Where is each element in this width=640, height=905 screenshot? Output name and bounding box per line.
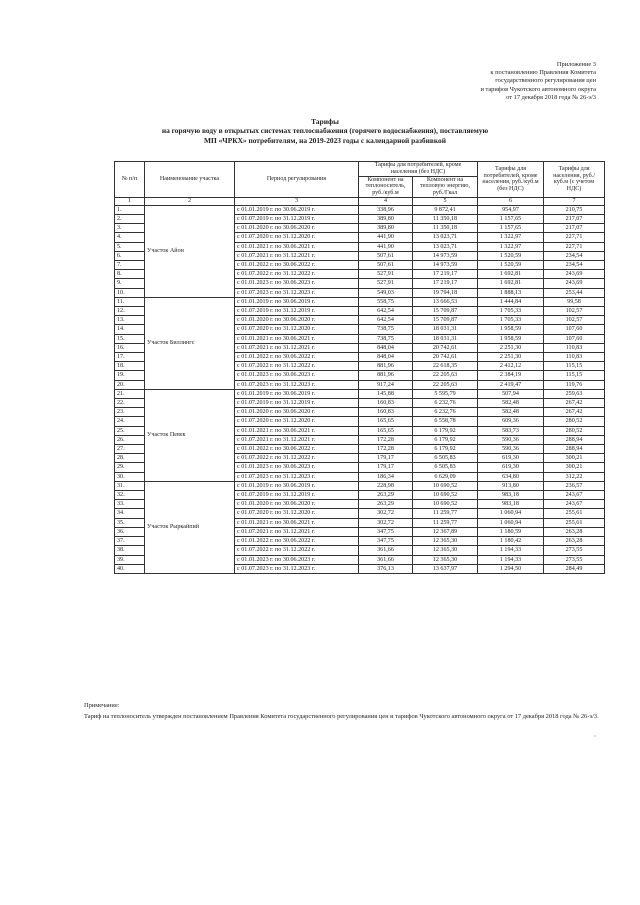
row-consumers: 582,48 — [478, 408, 544, 417]
row-energy: 6 558,78 — [413, 417, 478, 426]
row-population: 243,67 — [544, 500, 605, 509]
row-number: 23. — [115, 408, 145, 417]
appendix-line: Приложение 3 — [556, 61, 596, 68]
row-number: 21. — [115, 389, 145, 398]
row-energy: 6 232,76 — [413, 408, 478, 417]
row-period: с 01.01.2019 г. по 30.06.2019 г. — [235, 481, 359, 490]
row-energy: 11 350,18 — [413, 224, 478, 233]
site-name: Участок Биллингс — [145, 297, 235, 389]
row-period: с 01.01.2023 г. по 30.06.2023 г. — [235, 279, 359, 288]
row-population: 107,60 — [544, 325, 605, 334]
row-period: с 01.01.2022 г. по 30.06.2022 г. — [235, 353, 359, 362]
row-period: с 01.07.2020 г. по 31.12.2020 г. — [235, 233, 359, 242]
table-row — [115, 481, 605, 490]
row-population: 255,61 — [544, 518, 605, 527]
row-number: 25. — [115, 426, 145, 435]
row-energy: 17 219,17 — [413, 270, 478, 279]
row-carrier: 917,24 — [359, 380, 413, 389]
row-number: 31. — [115, 481, 145, 490]
row-period: с 01.01.2022 г. по 30.06.2022 г. — [235, 261, 359, 270]
row-period: с 01.01.2022 г. по 30.06.2022 г. — [235, 445, 359, 454]
header-site: Наименование участка — [145, 162, 235, 198]
row-carrier: 186,34 — [359, 472, 413, 481]
row-period: с 01.07.2021 г. по 31.12.2021 г. — [235, 527, 359, 536]
row-energy: 20 742,61 — [413, 343, 478, 352]
header-population: Тарифы для населения, руб./куб.м (с учетом НДС) — [544, 162, 605, 198]
row-consumers: 1 060,94 — [478, 518, 544, 527]
column-numbers-row — [115, 197, 605, 205]
row-energy: 6 179,92 — [413, 435, 478, 444]
row-consumers: 1 157,65 — [478, 214, 544, 223]
row-period: с 01.01.2020 г. по 30.06.2020 г. — [235, 408, 359, 417]
row-energy: 15 709,87 — [413, 316, 478, 325]
row-consumers: 1 520,59 — [478, 261, 544, 270]
row-population: 288,94 — [544, 435, 605, 444]
appendix-line: к постановлению Правления Комитета — [490, 69, 596, 77]
row-energy: 18 031,31 — [413, 334, 478, 343]
row-carrier: 361,66 — [359, 555, 413, 564]
row-consumers: 1 692,81 — [478, 279, 544, 288]
row-period: с 01.07.2022 г. по 31.12.2022 г. — [235, 270, 359, 279]
row-carrier: 738,75 — [359, 325, 413, 334]
row-carrier: 172,28 — [359, 445, 413, 454]
row-population: 102,57 — [544, 316, 605, 325]
row-population: 273,55 — [544, 555, 605, 564]
row-period: с 01.01.2019 г. по 30.06.2019 г. — [235, 389, 359, 398]
row-population: 210,75 — [544, 205, 605, 214]
row-number: 40. — [115, 564, 145, 573]
row-energy: 12 367,89 — [413, 527, 478, 536]
header-component-carrier: Компонент на теплоноситель, руб./куб.м — [359, 176, 413, 197]
table-body — [115, 205, 605, 573]
row-consumers: 1 705,33 — [478, 307, 544, 316]
row-consumers: 1 444,84 — [478, 297, 544, 306]
row-population: 110,83 — [544, 353, 605, 362]
row-period: с 01.01.2023 г. по 30.06.2023 г. — [235, 555, 359, 564]
row-population: 119,76 — [544, 380, 605, 389]
row-energy: 22 205,63 — [413, 371, 478, 380]
row-carrier: 507,61 — [359, 251, 413, 260]
row-population: 102,57 — [544, 307, 605, 316]
appendix-line: государственного регулирования цен — [495, 77, 596, 85]
column-number: 6 — [478, 197, 544, 205]
row-energy: 13 666,53 — [413, 297, 478, 306]
row-energy: 9 872,41 — [413, 205, 478, 214]
row-energy: 22 205,63 — [413, 380, 478, 389]
site-name: Участок Айон — [145, 205, 235, 297]
row-energy: 6 232,76 — [413, 399, 478, 408]
row-number: 28. — [115, 454, 145, 463]
row-population: 234,54 — [544, 251, 605, 260]
row-number: 34. — [115, 509, 145, 518]
row-carrier: 441,90 — [359, 242, 413, 251]
row-population: 284,49 — [544, 564, 605, 573]
table-row — [115, 297, 605, 306]
row-number: 29. — [115, 463, 145, 472]
site-name: Участок Певек — [145, 389, 235, 481]
row-period: с 01.07.2023 г. по 31.12.2023 г. — [235, 472, 359, 481]
row-period: с 01.07.2019 г. по 31.12.2019 г. — [235, 491, 359, 500]
row-consumers: 1 322,97 — [478, 242, 544, 251]
header-group: Тарифы для потребителей, кроме населения (без НДС) — [359, 162, 478, 177]
header-num: № п/п — [115, 162, 145, 198]
row-population: 300,21 — [544, 463, 605, 472]
row-energy: 6 629,09 — [413, 472, 478, 481]
row-consumers: 1 060,94 — [478, 509, 544, 518]
row-consumers: 619,30 — [478, 454, 544, 463]
row-number: 36. — [115, 527, 145, 536]
row-carrier: 389,80 — [359, 224, 413, 233]
row-energy: 22 618,35 — [413, 362, 478, 371]
row-population: 243,69 — [544, 270, 605, 279]
row-energy: 14 973,59 — [413, 251, 478, 260]
row-period: с 01.01.2019 г. по 30.06.2019 г. — [235, 205, 359, 214]
row-number: 26. — [115, 435, 145, 444]
row-energy: 14 973,59 — [413, 261, 478, 270]
row-carrier: 160,83 — [359, 408, 413, 417]
row-energy: 11 259,77 — [413, 509, 478, 518]
row-carrier: 558,75 — [359, 297, 413, 306]
row-carrier: 179,17 — [359, 454, 413, 463]
row-population: 259,63 — [544, 389, 605, 398]
title-line: МП «ЧРКХ» потребителям, на 2019-2023 годы с календарной разбивкой — [204, 135, 446, 145]
row-population: 107,60 — [544, 334, 605, 343]
row-number: 14. — [115, 325, 145, 334]
row-period: с 01.07.2022 г. по 31.12.2022 г. — [235, 454, 359, 463]
row-number: 24. — [115, 417, 145, 426]
row-population: 267,42 — [544, 399, 605, 408]
row-carrier: 361,66 — [359, 546, 413, 555]
row-population: 234,54 — [544, 261, 605, 270]
row-carrier: 302,72 — [359, 509, 413, 518]
row-population: 243,69 — [544, 279, 605, 288]
row-energy: 17 219,17 — [413, 279, 478, 288]
row-carrier: 347,75 — [359, 537, 413, 546]
row-period: с 01.01.2021 г. по 30.06.2021 г. — [235, 426, 359, 435]
row-number: 38. — [115, 546, 145, 555]
row-number: 22. — [115, 399, 145, 408]
row-consumers: 1 322,97 — [478, 233, 544, 242]
row-population: 243,67 — [544, 491, 605, 500]
row-energy: 10 690,52 — [413, 500, 478, 509]
row-energy: 10 690,52 — [413, 491, 478, 500]
row-energy: 12 365,30 — [413, 546, 478, 555]
row-consumers: 1 958,59 — [478, 334, 544, 343]
row-energy: 11 259,77 — [413, 518, 478, 527]
row-number: 19. — [115, 371, 145, 380]
row-number: 1. — [115, 205, 145, 214]
row-carrier: 347,75 — [359, 527, 413, 536]
row-consumers: 507,94 — [478, 389, 544, 398]
row-number: 13. — [115, 316, 145, 325]
row-consumers: 590,36 — [478, 445, 544, 454]
row-carrier: 441,90 — [359, 233, 413, 242]
row-energy: 13 023,71 — [413, 233, 478, 242]
row-population: 227,71 — [544, 233, 605, 242]
row-period: с 01.01.2021 г. по 30.06.2021 г. — [235, 334, 359, 343]
row-consumers: 913,80 — [478, 481, 544, 490]
row-number: 18. — [115, 362, 145, 371]
row-number: 7. — [115, 261, 145, 270]
row-population: 273,55 — [544, 546, 605, 555]
row-carrier: 228,98 — [359, 481, 413, 490]
row-consumers: 2 251,30 — [478, 353, 544, 362]
row-energy: 15 709,87 — [413, 307, 478, 316]
row-carrier: 179,17 — [359, 463, 413, 472]
row-population: 288,94 — [544, 445, 605, 454]
column-number: 1 — [115, 197, 145, 205]
page-mark: " — [594, 736, 597, 741]
row-carrier: 527,91 — [359, 270, 413, 279]
row-population: 236,57 — [544, 481, 605, 490]
row-number: 20. — [115, 380, 145, 389]
note-text: Тариф на теплоноситель утвержден постановлением Правления Комитета государственного регулирования цен и тарифов Чукотского автономного округа от 17 декабря 2018 года № 26-э/3. — [84, 713, 599, 720]
row-consumers: 1 692,81 — [478, 270, 544, 279]
row-energy: 5 595,79 — [413, 389, 478, 398]
column-number: 7 — [544, 197, 605, 205]
row-consumers: 1 194,33 — [478, 546, 544, 555]
row-number: 6. — [115, 251, 145, 260]
row-carrier: 389,80 — [359, 214, 413, 223]
row-energy: 11 350,18 — [413, 214, 478, 223]
row-period: с 01.07.2023 г. по 31.12.2023 г. — [235, 380, 359, 389]
row-consumers: 2 251,30 — [478, 343, 544, 352]
row-period: с 01.07.2021 г. по 31.12.2021 г. — [235, 435, 359, 444]
row-energy: 6 179,92 — [413, 426, 478, 435]
row-number: 12. — [115, 307, 145, 316]
row-period: с 01.01.2022 г. по 30.06.2022 г. — [235, 537, 359, 546]
row-population: 115,15 — [544, 362, 605, 371]
row-number: 17. — [115, 353, 145, 362]
row-population: 99,58 — [544, 297, 605, 306]
row-population: 263,28 — [544, 537, 605, 546]
row-number: 15. — [115, 334, 145, 343]
row-consumers: 590,36 — [478, 435, 544, 444]
row-period: с 01.01.2021 г. по 30.06.2021 г. — [235, 518, 359, 527]
row-energy: 13 023,71 — [413, 242, 478, 251]
appendix-line: и тарифов Чукотского автономного округа — [480, 85, 596, 93]
row-number: 3. — [115, 224, 145, 233]
row-consumers: 1 157,65 — [478, 224, 544, 233]
row-period: с 01.07.2019 г. по 31.12.2019 г. — [235, 214, 359, 223]
row-number: 4. — [115, 233, 145, 242]
row-consumers: 619,30 — [478, 463, 544, 472]
row-consumers: 1 194,33 — [478, 555, 544, 564]
table-row — [115, 205, 605, 214]
row-period: с 01.01.2019 г. по 30.06.2019 г. — [235, 297, 359, 306]
row-consumers: 634,80 — [478, 472, 544, 481]
tariff-table — [114, 161, 605, 574]
table-row — [115, 389, 605, 398]
row-carrier: 527,91 — [359, 279, 413, 288]
header-period: Период регулирования — [235, 162, 359, 198]
row-population: 217,07 — [544, 214, 605, 223]
row-number: 8. — [115, 270, 145, 279]
row-carrier: 738,75 — [359, 334, 413, 343]
row-period: с 01.07.2019 г. по 31.12.2019 г. — [235, 307, 359, 316]
row-period: с 01.01.2020 г. по 30.06.2020 г. — [235, 316, 359, 325]
row-period: с 01.07.2020 г. по 31.12.2020 г. — [235, 325, 359, 334]
row-population: 115,15 — [544, 371, 605, 380]
row-carrier: 172,28 — [359, 435, 413, 444]
row-population: 110,83 — [544, 343, 605, 352]
row-carrier: 165,65 — [359, 426, 413, 435]
appendix-line: от 17 декабря 2018 года № 26-э/3 — [506, 93, 596, 101]
row-energy: 6 179,92 — [413, 445, 478, 454]
row-carrier: 376,13 — [359, 564, 413, 573]
row-number: 37. — [115, 537, 145, 546]
row-period: с 01.07.2020 г. по 31.12.2020 г. — [235, 509, 359, 518]
row-population: 280,52 — [544, 417, 605, 426]
row-consumers: 1 705,33 — [478, 316, 544, 325]
row-period: с 01.07.2023 г. по 31.12.2023 г. — [235, 288, 359, 297]
row-population: 253,44 — [544, 288, 605, 297]
row-number: 9. — [115, 279, 145, 288]
appendix-header — [376, 61, 596, 102]
row-consumers: 2 419,47 — [478, 380, 544, 389]
row-energy: 6 505,83 — [413, 463, 478, 472]
row-number: 32. — [115, 491, 145, 500]
row-population: 263,28 — [544, 527, 605, 536]
site-name: Участок Рыркайпий — [145, 481, 235, 573]
row-consumers: 1 958,59 — [478, 325, 544, 334]
document-title — [90, 117, 560, 145]
row-energy: 20 742,61 — [413, 353, 478, 362]
row-carrier: 549,03 — [359, 288, 413, 297]
row-consumers: 954,97 — [478, 205, 544, 214]
row-period: с 01.07.2019 г. по 31.12.2019 г. — [235, 399, 359, 408]
row-population: 217,07 — [544, 224, 605, 233]
row-number: 5. — [115, 242, 145, 251]
row-consumers: 983,18 — [478, 491, 544, 500]
title-line: на горячую воду в открытых системах теплоснабжения (горячего водоснабжения), поставляемую — [161, 126, 489, 136]
row-period: с 01.07.2022 г. по 31.12.2022 г. — [235, 546, 359, 555]
header-consumers: Тарифы для потребителей, кроме населения, руб./куб.м (без НДС) — [478, 162, 544, 198]
row-population: 255,61 — [544, 509, 605, 518]
row-energy: 12 365,30 — [413, 555, 478, 564]
column-number: 3 — [235, 197, 359, 205]
row-energy: 19 794,18 — [413, 288, 478, 297]
row-number: 16. — [115, 343, 145, 352]
row-consumers: 1 520,59 — [478, 251, 544, 260]
row-number: 30. — [115, 472, 145, 481]
row-consumers: 609,36 — [478, 417, 544, 426]
row-carrier: 165,65 — [359, 417, 413, 426]
row-carrier: 338,96 — [359, 205, 413, 214]
row-population: 227,71 — [544, 242, 605, 251]
row-period: с 01.01.2020 г. по 30.06.2020 г. — [235, 500, 359, 509]
column-number: 4 — [359, 197, 413, 205]
row-consumers: 1 180,42 — [478, 537, 544, 546]
row-population: 280,52 — [544, 426, 605, 435]
row-energy: 12 365,30 — [413, 537, 478, 546]
row-carrier: 263,29 — [359, 500, 413, 509]
row-population: 312,22 — [544, 472, 605, 481]
row-period: с 01.07.2020 г. по 31.12.2020 г. — [235, 417, 359, 426]
row-carrier: 642,54 — [359, 307, 413, 316]
header-component-energy: Компонент на тепловую энергию, руб./Гкал — [413, 176, 478, 197]
row-consumers: 2 412,12 — [478, 362, 544, 371]
row-consumers: 1 294,50 — [478, 564, 544, 573]
row-carrier: 881,96 — [359, 362, 413, 371]
row-consumers: 1 888,13 — [478, 288, 544, 297]
row-consumers: 583,73 — [478, 426, 544, 435]
row-carrier: 160,83 — [359, 399, 413, 408]
row-consumers: 983,18 — [478, 500, 544, 509]
row-carrier: 302,72 — [359, 518, 413, 527]
row-energy: 18 031,31 — [413, 325, 478, 334]
row-period: с 01.01.2023 г. по 30.06.2023 г. — [235, 463, 359, 472]
column-number: 2 — [145, 197, 235, 205]
row-energy: 6 505,83 — [413, 454, 478, 463]
row-carrier: 263,29 — [359, 491, 413, 500]
row-number: 2. — [115, 214, 145, 223]
row-carrier: 642,54 — [359, 316, 413, 325]
note-title: Примечание: — [84, 702, 120, 709]
row-carrier: 145,88 — [359, 389, 413, 398]
row-population: 300,21 — [544, 454, 605, 463]
row-period: с 01.01.2021 г. по 30.06.2021 г. — [235, 242, 359, 251]
row-number: 33. — [115, 500, 145, 509]
row-number: 10. — [115, 288, 145, 297]
row-consumers: 2 384,19 — [478, 371, 544, 380]
row-population: 267,42 — [544, 408, 605, 417]
row-period: с 01.01.2020 г. по 30.06.2020 г. — [235, 224, 359, 233]
row-number: 27. — [115, 445, 145, 454]
row-number: 39. — [115, 555, 145, 564]
row-period: с 01.07.2022 г. по 31.12.2022 г. — [235, 362, 359, 371]
title-line: Тарифы — [311, 117, 339, 126]
row-period: с 01.07.2021 г. по 31.12.2021 г. — [235, 343, 359, 352]
row-number: 35. — [115, 518, 145, 527]
row-consumers: 582,48 — [478, 399, 544, 408]
row-number: 11. — [115, 297, 145, 306]
row-carrier: 848,04 — [359, 353, 413, 362]
row-period: с 01.07.2021 г. по 31.12.2021 г. — [235, 251, 359, 260]
row-carrier: 507,61 — [359, 261, 413, 270]
row-period: с 01.01.2023 г. по 30.06.2023 г. — [235, 371, 359, 380]
column-number: 5 — [413, 197, 478, 205]
row-period: с 01.07.2023 г. по 31.12.2023 г. — [235, 564, 359, 573]
row-consumers: 1 180,59 — [478, 527, 544, 536]
row-energy: 10 690,52 — [413, 481, 478, 490]
row-energy: 13 637,97 — [413, 564, 478, 573]
row-carrier: 848,04 — [359, 343, 413, 352]
row-carrier: 881,96 — [359, 371, 413, 380]
